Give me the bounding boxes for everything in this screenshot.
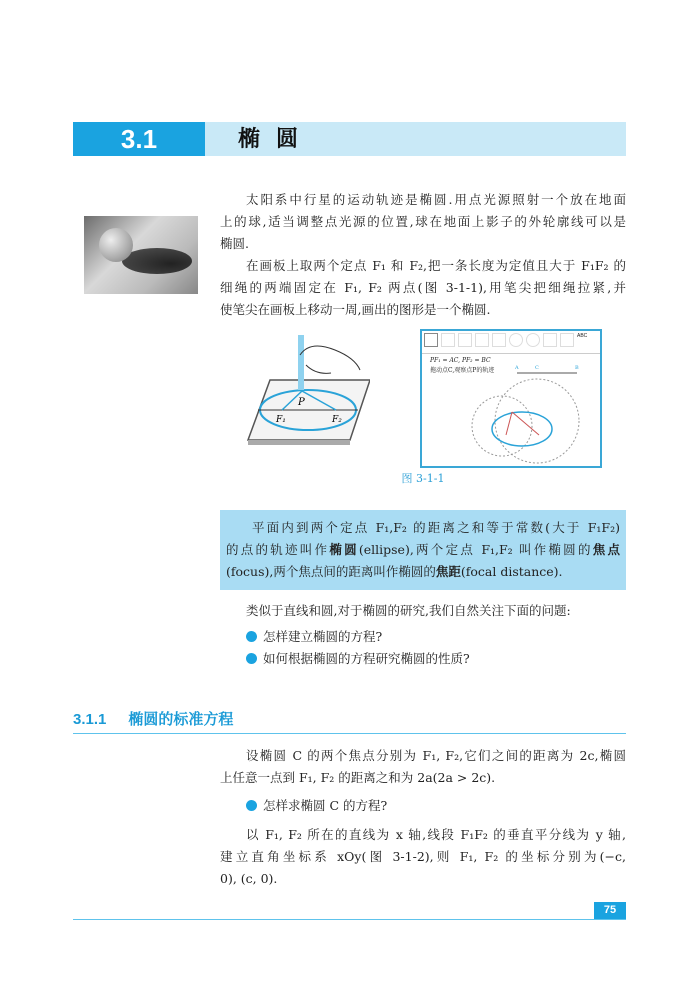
text-line: 0), (c, 0). [220, 871, 278, 886]
drawing-board-figure [240, 325, 370, 455]
label-b: B [575, 365, 579, 371]
questions [220, 600, 626, 670]
term-focus: 焦点 [592, 542, 620, 557]
text-line: 类似于直线和圆,对于椭圆的研究,我们自然关注下面的问题: [246, 603, 571, 618]
text-line: 椭圆. [220, 236, 249, 251]
figure-caption: 图 3-1-1 [401, 472, 445, 485]
bullet-icon [246, 631, 257, 642]
text: 怎样求椭圆 C 的方程? [263, 798, 388, 813]
page-number: 75 [594, 902, 626, 919]
divider [73, 733, 626, 734]
figure-equation: PF₁ = AC, PF₂ = BC [430, 357, 491, 364]
subsection-title: 椭圆的标准方程 [128, 711, 234, 728]
text-line: 建立直角坐标系 xOy(图 3-1-2),则 F₁, F₂ 的坐标分别为(−c, [220, 849, 626, 864]
text-line: 上的球,适当调整点光源的位置,球在地面上影子的外轮廓线可以是 [220, 214, 626, 229]
label-f1: F₁ [276, 415, 286, 425]
text-line [226, 539, 620, 561]
section-number: 3.1 [73, 122, 205, 156]
text-line: 太阳系中行星的运动轨迹是椭圆.用点光源照射一个放在地面 [246, 192, 626, 207]
text-line: 在画板上取两个定点 F₁ 和 F₂,把一条长度为定值且大于 F₁F₂ 的 [246, 258, 626, 273]
text: (ellipse),两个定点 F₁,F₂ 叫作椭圆的 [358, 542, 593, 557]
footer-rule [73, 919, 626, 920]
label-f2: F₂ [332, 415, 342, 425]
text-line: 上任意一点到 F₁, F₂ 的距离之和为 2a(2a > 2c). [220, 770, 496, 785]
question-item [220, 795, 626, 817]
text-line [226, 561, 620, 583]
intro-paragraph [220, 189, 626, 321]
text-line: 以 F₁, F₂ 所在的直线为 x 轴,线段 F₁F₂ 的垂直平分线为 y 轴, [246, 827, 626, 842]
label-a: A [515, 365, 519, 371]
sphere-shadow-image [84, 216, 198, 294]
section-title: 椭圆 [238, 126, 315, 152]
text-line: 平面内到两个定点 F₁,F₂ 的距离之和等于常数(大于 F₁F₂) [252, 520, 620, 535]
text-tool-icon: ABC [577, 333, 588, 339]
text: 怎样建立椭圆的方程? [263, 629, 383, 644]
subsection-number: 3.1.1 [73, 711, 107, 728]
subsection-heading [73, 708, 233, 729]
label-p: P [298, 397, 305, 408]
question-item [220, 648, 626, 670]
text-line: 细绳的两端固定在 F₁, F₂ 两点(图 3-1-1),用笔尖把细绳拉紧,并 [220, 280, 626, 295]
bullet-icon [246, 653, 257, 664]
text: (focus),两个焦点间的距离叫作椭圆的 [226, 564, 436, 579]
label-c: C [535, 365, 539, 371]
term-focal-distance: 焦距 [435, 564, 461, 579]
text-line: 使笔尖在画板上移动一周,画出的图形是一个椭圆. [220, 302, 491, 317]
question-item [220, 626, 626, 648]
text: (focal distance). [460, 564, 563, 579]
bullet-icon [246, 800, 257, 811]
term-ellipse: 椭圆 [329, 542, 359, 557]
text: 如何根据椭圆的方程研究椭圆的性质? [263, 651, 470, 666]
definition-box [220, 510, 626, 590]
text: 的点的轨迹叫作 [226, 542, 330, 557]
software-window-figure [420, 329, 602, 468]
body-paragraph [220, 745, 626, 890]
text-line: 设椭圆 C 的两个焦点分别为 F₁, F₂,它们之间的距离为 2c,椭圆 [246, 748, 626, 763]
figure-instruction: 拖动点C,观察点P的轨迹 [430, 367, 495, 374]
